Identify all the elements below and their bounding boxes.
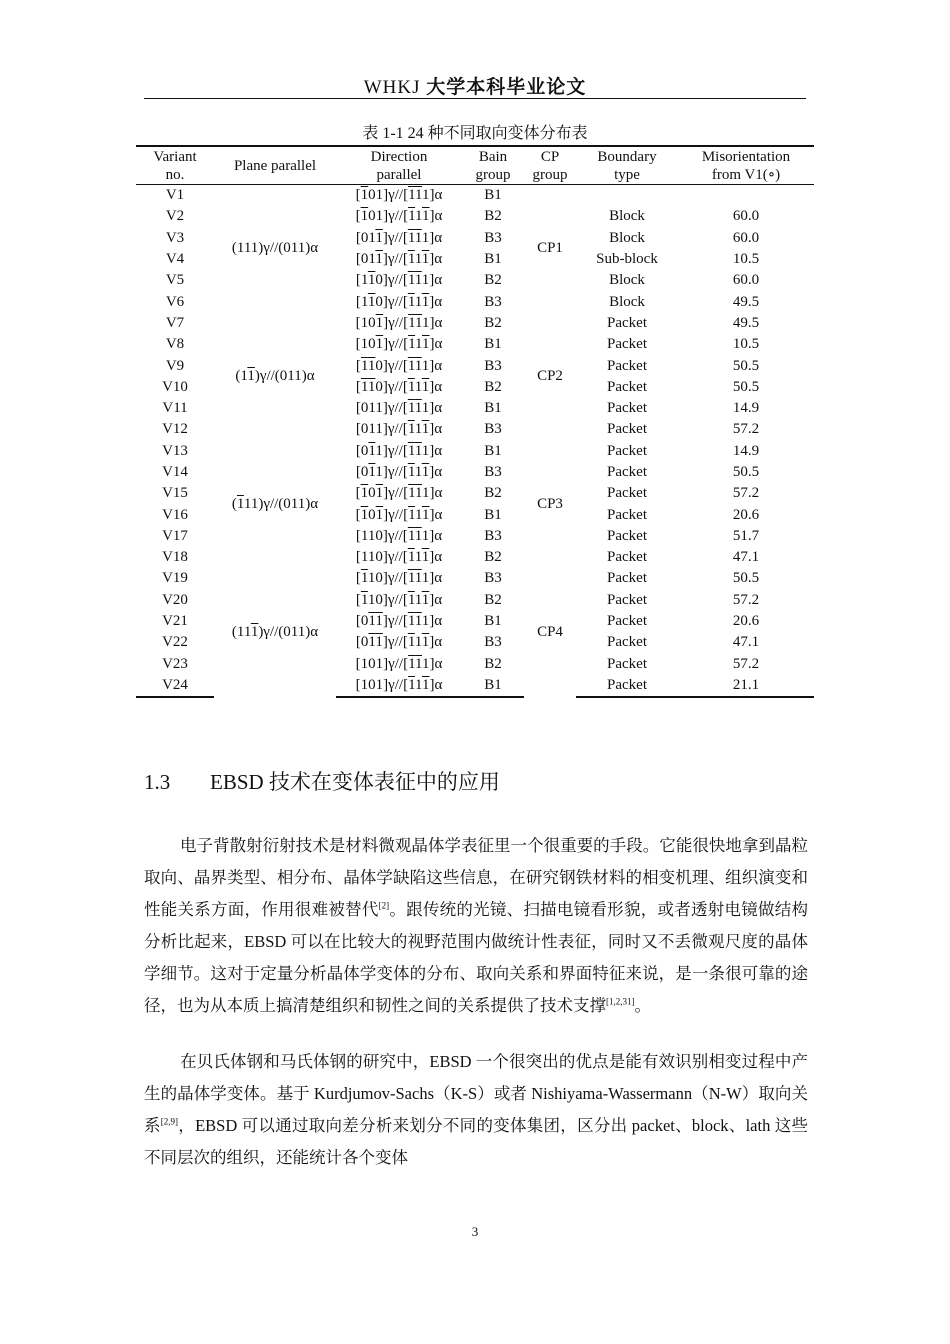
cell-variant: V20 [162, 591, 188, 608]
cell-variant: V6 [165, 293, 185, 310]
cell-bain: B2 [484, 272, 502, 289]
cell-direction: [011]γ//[111]α [355, 251, 443, 268]
cell-bain: B2 [484, 485, 502, 502]
cell-misorientation: 60.0 [732, 229, 760, 246]
cell-direction: [101]γ//[111]α [355, 314, 443, 331]
cell-direction: [110]γ//[111]α [355, 357, 443, 374]
cell-misorientation: 49.5 [732, 293, 760, 310]
cell-misorientation: 57.2 [732, 655, 760, 672]
cell-boundary: Packet [607, 591, 647, 608]
cell-variant: V15 [162, 485, 188, 502]
cell-misorientation [678, 185, 814, 207]
cell-variant: V9 [165, 357, 185, 374]
cell-boundary: Packet [607, 336, 647, 353]
cell-misorientation: 47.1 [732, 549, 760, 566]
cell-direction: [101]γ//[111]α [355, 506, 443, 523]
table-caption: 表 1-1 24 种不同取向变体分布表 [362, 125, 588, 142]
cell-variant: V23 [162, 655, 188, 672]
cell-variant: V7 [165, 314, 185, 331]
cell-direction: [110]γ//[111]α [355, 293, 443, 310]
cell-direction: [110]γ//[111]α [355, 549, 443, 566]
page-number: 3 [471, 1224, 479, 1239]
cell-variant: V21 [162, 613, 188, 630]
cell-direction: [011]γ//[111]α [355, 442, 443, 459]
cell-variant: V13 [162, 442, 188, 459]
cell-bain: B3 [484, 421, 502, 438]
cell-bain: B3 [484, 229, 502, 246]
cell-bain: B1 [462, 675, 524, 697]
cell-direction: [110]γ//[111]α [355, 591, 443, 608]
cell-misorientation: 49.5 [732, 314, 760, 331]
table-row [136, 568, 814, 589]
cell-bain: B1 [484, 442, 502, 459]
cell-direction: [011]γ//[111]α [355, 421, 443, 438]
cell-variant: V4 [165, 251, 185, 268]
table-body [136, 185, 814, 698]
cell-direction: [011]γ//[111]α [355, 229, 443, 246]
cell-boundary: Sub-block [596, 251, 658, 268]
cell-bain: B2 [484, 655, 502, 672]
cell-variant: V16 [162, 506, 188, 523]
cell-boundary: Packet [607, 570, 647, 587]
citation: [2,9] [160, 1116, 179, 1127]
cell-misorientation: 21.1 [678, 675, 814, 697]
cell-bain: B2 [484, 208, 502, 225]
cell-plane: (111)γ//(011)α [231, 240, 319, 257]
header-rule [144, 98, 806, 99]
paragraph-1: 电子背散射衍射技术是材料微观晶体学表征里一个很重要的手段。它能很快地拿到晶粒取向、晶界类型、相分布、晶体学缺陷这些信息，在研究钢铁材料的相变机理、组织演变和性能关系方面，作用很难被替代[2]。跟传统的光镜、扫描电镜看形貌，或者透射电镜做结构分析比起来，EBSD 可以在比较大的视野范围内做统计性表征，同时又不丢微观尺度的晶体学细节。这对于定量分析晶体学变体的分布、取向关系和界面特征来说，是一条很可靠的途径，也为从本质上搞清楚组织和韧性之间的关系提供了技术支撑[1,2,31]。 [144, 836, 809, 1015]
cell-boundary: Packet [607, 485, 647, 502]
cell-direction: [110]γ//[111]α [355, 378, 443, 395]
cell-boundary: Block [609, 229, 645, 246]
header-title-latin: WHKJ [363, 77, 421, 98]
table-row [136, 313, 814, 334]
cell-boundary: Packet [607, 400, 647, 417]
col-header-variant: Variant no. [136, 146, 214, 185]
cell-direction: [110]γ//[111]α [355, 527, 443, 544]
cell-misorientation: 57.2 [732, 421, 760, 438]
cell-direction: [101]γ//[111]α [355, 336, 443, 353]
section-heading [144, 766, 500, 796]
cell-bain: B3 [484, 527, 502, 544]
cell-bain: B3 [484, 293, 502, 310]
cell-direction: [011]γ//[111]α [355, 613, 443, 630]
table-row [136, 185, 814, 207]
cell-boundary: Packet [607, 421, 647, 438]
cell-boundary: Packet [607, 613, 647, 630]
cell-variant: V22 [162, 634, 188, 651]
variant-table [136, 145, 814, 698]
cell-plane: (111)γ//(011)α [231, 495, 319, 512]
cell-boundary: Packet [607, 464, 647, 480]
page-header-title [0, 72, 950, 99]
cell-bain: B1 [484, 336, 502, 353]
cell-bain: B1 [484, 251, 502, 268]
citation: [2] [378, 900, 390, 911]
cell-boundary: Block [609, 293, 645, 310]
cell-misorientation: 57.2 [732, 591, 760, 608]
col-header-cp: CP group [524, 146, 576, 185]
cell-misorientation: 47.1 [732, 634, 760, 651]
cell-variant: V18 [162, 549, 188, 566]
citation: [1,2,31] [606, 996, 635, 1007]
section-title: EBSD 技术在变体表征中的应用 [210, 770, 500, 794]
cell-misorientation: 14.9 [732, 400, 760, 417]
cell-boundary: Packet [607, 357, 647, 374]
cell-bain: B3 [484, 357, 502, 374]
cell-bain: B1 [484, 187, 502, 204]
cell-bain: B1 [484, 506, 502, 523]
cell-cp: CP4 [537, 624, 563, 641]
cell-bain: B3 [484, 464, 502, 480]
cell-variant: V11 [162, 400, 188, 417]
cell-misorientation: 10.5 [732, 336, 760, 353]
cell-bain: B3 [484, 634, 502, 651]
cell-variant: V8 [165, 336, 185, 353]
cell-misorientation: 50.5 [732, 464, 760, 480]
header-title-cjk: 大学本科毕业论文 [426, 76, 587, 98]
cell-variant: V10 [162, 378, 188, 395]
cell-bain: B1 [484, 400, 502, 417]
cell-misorientation: 51.7 [732, 527, 760, 544]
cell-direction: [101]γ//[111]α [355, 655, 443, 672]
cell-plane: (11)γ//(011)α [235, 368, 315, 385]
cell-misorientation: 60.0 [732, 208, 760, 225]
cell-misorientation: 14.9 [732, 442, 760, 459]
cell-misorientation: 20.6 [732, 506, 760, 523]
cell-plane: (111)γ//(011)α [231, 624, 319, 641]
cell-direction: [101]γ//[111]α [355, 208, 443, 225]
cell-variant: V1 [165, 187, 185, 204]
cell-misorientation: 10.5 [732, 251, 760, 268]
col-header-direction: Direction parallel [336, 146, 462, 185]
cell-boundary: Packet [607, 506, 647, 523]
cell-misorientation: 60.0 [732, 272, 760, 289]
cell-bain: B2 [484, 378, 502, 395]
cell-boundary: Packet [607, 634, 647, 651]
cell-misorientation: 57.2 [732, 485, 760, 502]
col-header-plane: Plane parallel [214, 146, 336, 185]
cell-boundary: Packet [576, 675, 678, 697]
cell-boundary: Block [609, 208, 645, 225]
cell-bain: B2 [484, 314, 502, 331]
cell-direction: [011]γ//[111]α [355, 634, 443, 651]
cell-bain: B2 [484, 591, 502, 608]
cell-boundary: Packet [607, 314, 647, 331]
cell-boundary: Packet [607, 527, 647, 544]
cell-misorientation: 20.6 [732, 613, 760, 630]
cell-boundary: Packet [607, 655, 647, 672]
cell-direction: [101]γ//[111]α [355, 485, 443, 502]
cell-variant: V19 [162, 570, 188, 587]
table-row [136, 441, 814, 462]
cell-boundary: Block [609, 272, 645, 289]
cell-variant: V2 [165, 208, 185, 225]
cell-direction: [110]γ//[111]α [355, 272, 443, 289]
cell-cp: CP1 [537, 240, 563, 257]
cell-variant: V12 [162, 421, 188, 438]
cell-bain: B3 [484, 570, 502, 587]
paragraph-2: 在贝氏体钢和马氏体钢的研究中，EBSD 一个很突出的优点是能有效识别相变过程中产生的晶体学变体。基于 Kurdjumov-Sachs（K-S）或者 Nishiyama-Wassermann（N-W）取向关系[2,9]，EBSD 可以通过取向差分析来划分不同的变体集团，区分出 packet、block、lath 这些不同层次的组织，还能统计各个变体 [144, 1052, 808, 1167]
table-header-row [136, 146, 814, 185]
cell-misorientation: 50.5 [732, 378, 760, 395]
cell-direction: [110]γ//[111]α [355, 570, 443, 587]
col-header-boundary: Boundary type [576, 146, 678, 185]
cell-variant: V24 [136, 675, 214, 697]
col-header-bain: Bain group [462, 146, 524, 185]
cell-boundary: Packet [607, 378, 647, 395]
col-header-misorientation: Misorientation from V1(∘) [678, 146, 814, 185]
cell-variant: V14 [162, 464, 188, 480]
cell-boundary: Packet [607, 442, 647, 459]
cell-boundary [576, 185, 678, 207]
cell-variant: V17 [162, 527, 188, 544]
cell-cp: CP2 [537, 368, 563, 385]
cell-direction: [011]γ//[111]α [355, 400, 443, 417]
cell-misorientation: 50.5 [732, 357, 760, 374]
cell-variant: V5 [165, 272, 185, 289]
cell-bain: B2 [484, 549, 502, 566]
cell-cp: CP3 [537, 495, 563, 512]
cell-misorientation: 50.5 [732, 570, 760, 587]
cell-variant: V3 [165, 229, 185, 246]
cell-bain: B1 [484, 613, 502, 630]
cell-direction: [101]γ//[111]α [336, 675, 462, 697]
cell-direction: [101]γ//[111]α [355, 187, 443, 204]
cell-boundary: Packet [607, 549, 647, 566]
section-number: 1.3 [144, 770, 171, 794]
cell-direction: [011]γ//[111]α [355, 464, 443, 480]
